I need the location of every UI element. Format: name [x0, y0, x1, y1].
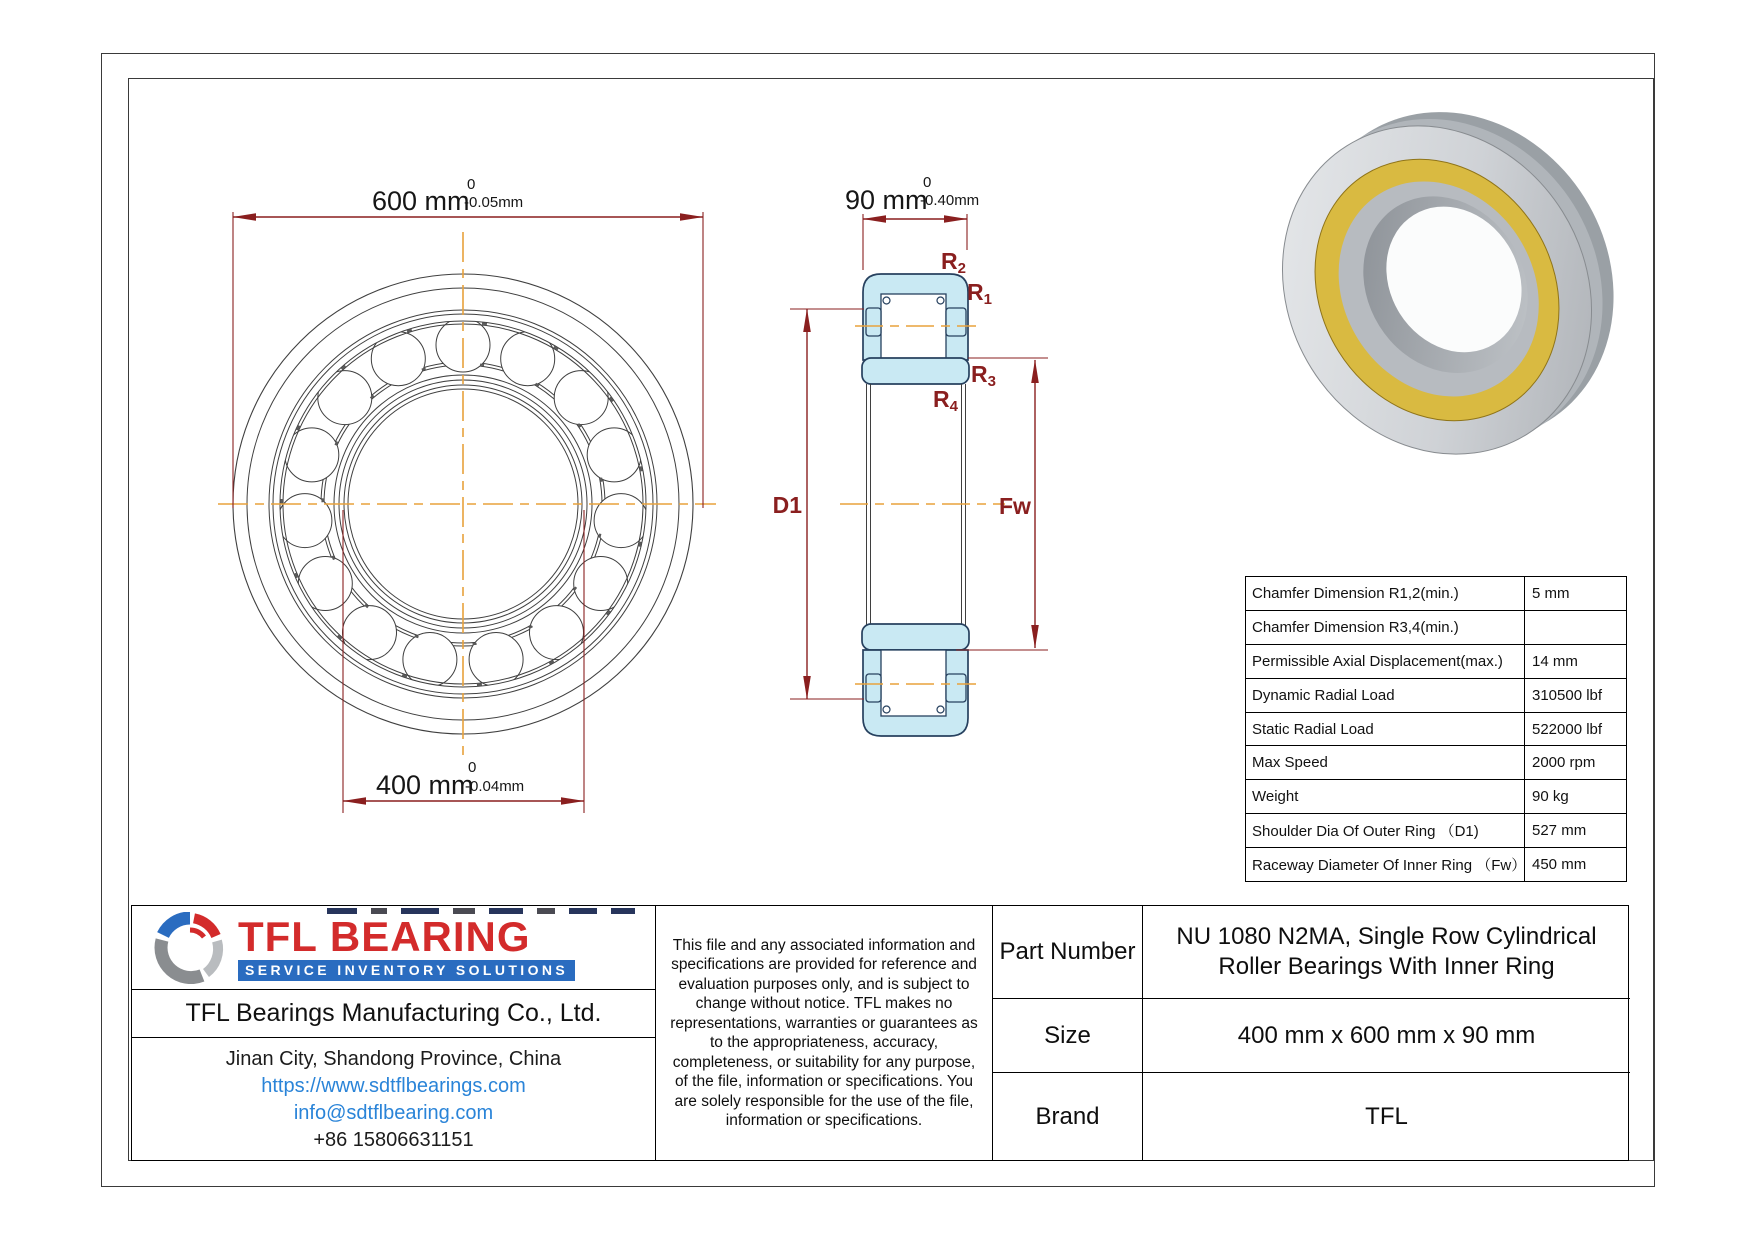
table-row — [1246, 746, 1626, 780]
title-block — [131, 905, 1629, 1161]
company-cell — [132, 906, 656, 1160]
size-value: 400 mm x 600 mm x 90 mm — [1143, 999, 1630, 1073]
bearing-3d-render — [1221, 54, 1674, 513]
company-address: Jinan City, Shandong Province, China — [225, 1047, 562, 1070]
chamfer-label-r4: R4 — [933, 386, 958, 415]
width-tol-upper: 0 — [923, 174, 932, 191]
chamfer-label-r1: R1 — [967, 279, 992, 308]
d1-label: D1 — [772, 492, 802, 518]
size-label: Size — [993, 999, 1142, 1073]
disclaimer-cell — [656, 906, 993, 1160]
spec-value: 5 mm — [1532, 584, 1570, 602]
part-number-label: Part Number — [993, 906, 1142, 999]
od-tol-upper: 0 — [467, 176, 476, 193]
spec-value: 90 kg — [1532, 788, 1569, 806]
table-row — [1246, 780, 1626, 814]
bore-tol-upper: 0 — [468, 759, 477, 776]
table-row — [1246, 814, 1626, 848]
table-row — [1246, 679, 1626, 713]
spec-value: 310500 lbf — [1532, 686, 1603, 704]
spec-label: Static Radial Load — [1246, 713, 1525, 746]
chamfer-label-r3: R3 — [971, 361, 996, 390]
bore-dim-text: 400 mm — [376, 770, 474, 800]
table-row — [1246, 611, 1626, 645]
spec-label: Weight — [1246, 780, 1525, 813]
chamfer-label-r2: R2 — [941, 248, 966, 277]
spec-value — [1525, 611, 1626, 644]
width-tol-lower: -0.40mm — [920, 192, 980, 209]
brand-value: TFL — [1365, 1102, 1408, 1130]
contact-block — [132, 1038, 655, 1161]
brand-label: Brand — [1035, 1102, 1100, 1130]
company-name: TFL Bearings Manufacturing Co., Ltd. — [132, 990, 655, 1038]
logo-tagline: SERVICE INVENTORY SOLUTIONS — [238, 960, 575, 981]
od-tol-lower: -0.05mm — [464, 194, 524, 211]
tfl-logo-icon — [154, 912, 226, 984]
spec-label: Shoulder Dia Of Outer Ring （D1) — [1246, 814, 1525, 847]
table-row — [1246, 713, 1626, 747]
field-labels-column — [993, 906, 1143, 1160]
fw-label: Fw — [999, 493, 1031, 519]
disclaimer-text: This file and any associated information and specifications are provided for reference and evaluation purposes only, and is subject to change without notice. TFL makes no representations, warranties or guarantees as to the appropriateness, accuracy, completeness, or suitability for any purpose, of the file, information or specifications. You are solely responsible for the use of the file, information or specifications. — [670, 936, 978, 1129]
spec-label: Chamfer Dimension R3,4(min.) — [1246, 611, 1525, 644]
table-row — [1246, 848, 1626, 881]
table-row — [1246, 577, 1626, 611]
dimension-width — [845, 174, 979, 270]
od-dim-text: 600 mm — [372, 186, 470, 216]
logo-title: TFL BEARING — [238, 913, 531, 960]
spec-label: Max Speed — [1246, 746, 1525, 779]
bore-tol-lower: -0.04mm — [465, 778, 525, 795]
field-values-column — [1143, 906, 1630, 1160]
spec-value: 450 mm — [1532, 856, 1587, 874]
spec-value: 522000 lbf — [1532, 720, 1603, 738]
phone-number: +86 15806631151 — [313, 1128, 474, 1151]
spec-value: 527 mm — [1532, 822, 1587, 840]
spec-label: Permissible Axial Displacement(max.) — [1246, 645, 1525, 678]
website-link[interactable]: https://www.sdtflbearings.com — [261, 1074, 526, 1097]
spec-label: Chamfer Dimension R1,2(min.) — [1246, 577, 1525, 610]
spec-value: 2000 rpm — [1532, 754, 1596, 772]
part-number-value: NU 1080 N2MA, Single Row Cylindrical Roller Bearings With Inner Ring — [1143, 906, 1630, 999]
spec-label: Dynamic Radial Load — [1246, 679, 1525, 712]
spec-table — [1245, 576, 1627, 882]
front-view — [218, 176, 716, 813]
logo-row — [132, 906, 655, 990]
email-link[interactable]: info@sdtflbearing.com — [293, 1101, 494, 1124]
spec-value: 14 mm — [1532, 652, 1578, 670]
spec-label: Raceway Diameter Of Inner Ring （Fw） — [1246, 848, 1525, 881]
width-dim-text: 90 mm — [845, 185, 928, 215]
table-row — [1246, 645, 1626, 679]
section-view — [773, 174, 1048, 736]
